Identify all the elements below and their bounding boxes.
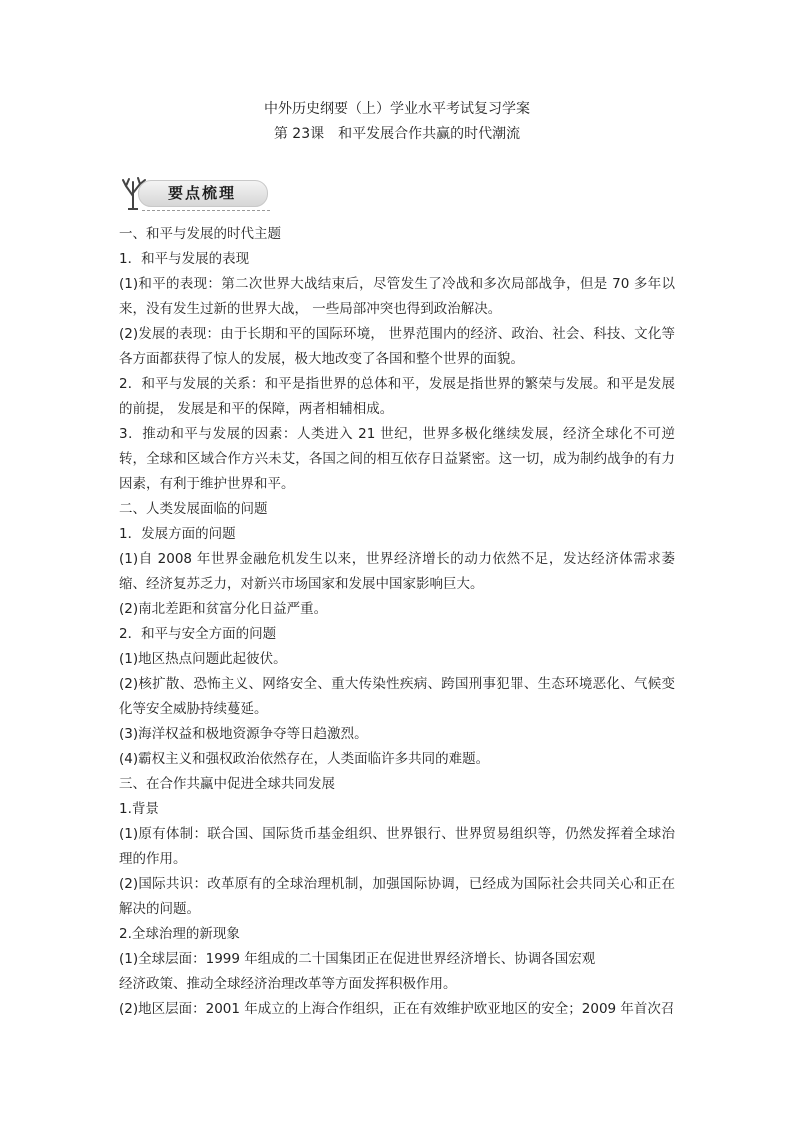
paragraph: (1)自 2008 年世界金融危机发生以来，世界经济增长的动力依然不足，发达经济体需求萎缩、经济复苏乏力，对新兴市场国家和发展中国家影响巨大。 bbox=[119, 551, 675, 592]
heading-3: 三、在合作共赢中促进全球共同发展 bbox=[119, 776, 335, 792]
section-badge bbox=[118, 176, 273, 214]
paragraph: (2)南北差距和贫富分化日益严重。 bbox=[119, 601, 328, 617]
heading-1: 一、和平与发展的时代主题 bbox=[119, 226, 281, 242]
heading-2: 二、人类发展面临的问题 bbox=[119, 501, 268, 517]
paragraph: (2)地区层面：2001 年成立的上海合作组织，正在有效维护欧亚地区的安全；2009 年首次召 bbox=[119, 1001, 675, 1017]
paragraph: (2)核扩散、恐怖主义、网络安全、重大传染性疾病、跨国刑事犯罪、生态环境恶化、气候变化等安全威胁持续蔓延。 bbox=[119, 676, 675, 717]
subheading: 1.背景 bbox=[119, 801, 159, 817]
paragraph: 2．和平与发展的关系：和平是指世界的总体和平，发展是指世界的繁荣与发展。和平是发展的前提， 发展是和平的保障，两者相辅相成。 bbox=[119, 376, 675, 417]
paragraph: (1)全球层面：1999 年组成的二十国集团正在促进世界经济增长、协调各国宏观 bbox=[119, 951, 596, 967]
badge-underline bbox=[142, 210, 270, 211]
paragraph: (2)发展的表现：由于长期和平的国际环境， 世界范围内的经济、政治、社会、科技、文化等各方面都获得了惊人的发展，极大地改变了各国和整个世界的面貌。 bbox=[119, 326, 675, 367]
paragraph: (1)地区热点问题此起彼伏。 bbox=[119, 651, 287, 667]
paragraph: (4)霸权主义和强权政治依然存在，人类面临许多共同的难题。 bbox=[119, 751, 490, 767]
paragraph: (2)国际共识：改革原有的全球治理机制，加强国际协调，已经成为国际社会共同关心和正在解决的问题。 bbox=[119, 876, 675, 917]
subheading: 1．和平与发展的表现 bbox=[119, 251, 250, 267]
paragraph: 经济政策、推动全球经济治理改革等方面发挥积极作用。 bbox=[119, 976, 457, 992]
section-title: 要点梳理 bbox=[168, 184, 237, 202]
lesson-title: 第 23课 和平发展合作共赢的时代潮流 bbox=[273, 126, 521, 142]
paragraph: (1)和平的表现：第二次世界大战结束后，尽管发生了冷战和多次局部战争，但是 70 多年以来，没有发生过新的世界大战， 一些局部冲突也得到政治解决。 bbox=[119, 276, 675, 317]
subheading: 2．和平与安全方面的问题 bbox=[119, 626, 277, 642]
paragraph: (3)海洋权益和极地资源争夺等日趋激烈。 bbox=[119, 726, 368, 742]
document-body bbox=[119, 222, 675, 1022]
document-title: 中外历史纲要（上）学业水平考试复习学案 bbox=[264, 101, 530, 117]
paragraph: 3．推动和平与发展的因素：人类进入 21 世纪，世界多极化继续发展，经济全球化不可逆转，全球和区域合作方兴未艾，各国之间的相互依存日益紧密。这一切，成为制约战争的有力因素，有利于维护世界和平。 bbox=[119, 426, 675, 492]
paragraph: (1)原有体制：联合国、国际货币基金组织、世界银行、世界贸易组织等，仍然发挥着全球治理的作用。 bbox=[119, 826, 675, 867]
subheading: 1．发展方面的问题 bbox=[119, 526, 236, 542]
subheading: 2.全球治理的新现象 bbox=[119, 926, 240, 942]
